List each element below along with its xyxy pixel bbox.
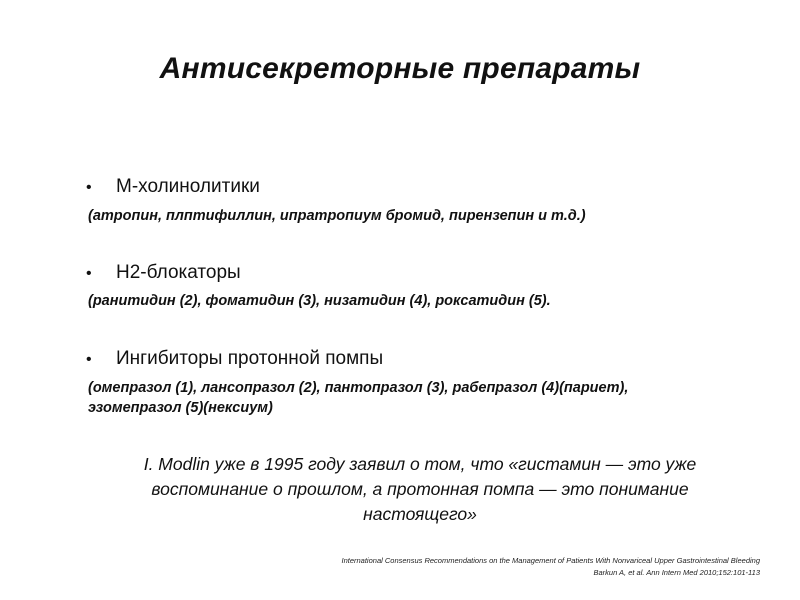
slide-title: Антисекреторные препараты [159, 52, 641, 85]
quote [90, 452, 750, 527]
bullet-details: (атропин, плптифиллин, ипратропиум бромид, пирензепин и т.д.) [88, 208, 586, 224]
bullet-heading: Н2-блокаторы [116, 262, 241, 283]
quote-line: I. Modlin уже в 1995 году заявил о том, что «гистамин — это уже [143, 454, 697, 474]
bullet-heading: Ингибиторы протонной помпы [116, 348, 384, 369]
quote-line: настоящего» [363, 504, 477, 524]
reference-source: Barkun A, et al. Ann Intern Med 2010;152:101-113 [593, 568, 760, 577]
bullet-details-line2: эзомепразол (5)(нексиум) [88, 400, 273, 416]
bullet-heading: М-холинолитики [116, 176, 260, 197]
bullet-item-h2-blockers [86, 262, 241, 284]
bullet-icon: • [86, 265, 92, 282]
bullet-item-m-cholinolytics [86, 176, 260, 198]
bullet-icon: • [86, 351, 92, 368]
quote-line: воспоминание о прошлом, а протонная помпа — это понимание [151, 479, 689, 499]
bullet-details-line1: (омепразол (1), лансопразол (2), пантопразол (3), рабепразол (4)(париет), [88, 380, 629, 396]
bullet-item-ppi [86, 348, 383, 370]
bullet-details: (ранитидин (2), фоматидин (3), низатидин (4), роксатидин (5). [88, 293, 551, 309]
reference-citation: International Consensus Recommendations on the Management of Patients With Nonvariceal Upper Gastrointestinal Bleeding [341, 556, 760, 565]
bullet-icon: • [86, 179, 92, 196]
